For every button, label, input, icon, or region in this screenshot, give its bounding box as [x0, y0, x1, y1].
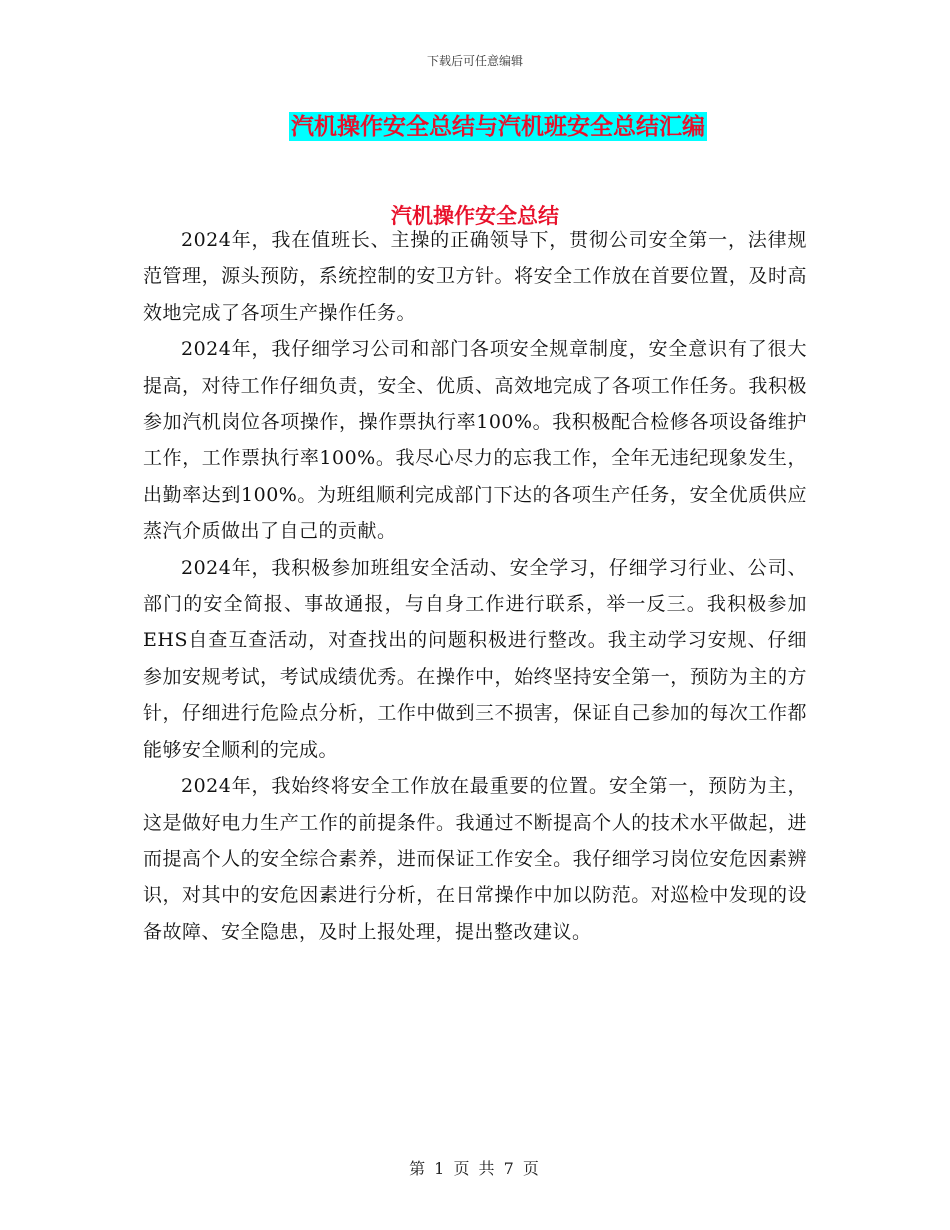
paragraph-3: 2024年，我积极参加班组安全活动、安全学习，仔细学习行业、公司、部门的安全简报、事故通报，与自身工作进行联系，举一反三。我积极参加EHS自查互查活动，对查找出的问题积极进行整改。我主动学习安规、仔细参加安规考试，考试成绩优秀。在操作中，始终坚持安全第一，预防为主的方针，仔细进行危险点分析，工作中做到三不损害，保证自己参加的每次工作都能够安全顺利的完成。	[143, 556, 807, 761]
paragraph-2: 2024年，我仔细学习公司和部门各项安全规章制度，安全意识有了很大提高，对待工作仔细负责，安全、优质、高效地完成了各项工作任务。我积极参加汽机岗位各项操作，操作票执行率100%。我积极配合检修各项设备维护工作，工作票执行率100%。我尽心尽力的忘我工作，全年无违纪现象发生，出勤率达到100%。为班组顺利完成部门下达的各项生产任务，安全优质供应蒸汽介质做出了自己的贡献。	[143, 338, 807, 543]
main-title-text: 汽机操作安全总结与汽机班安全总结汇编	[291, 113, 705, 140]
header-note: 下载后可任意编辑	[426, 54, 523, 68]
paragraph-1: 2024年，我在值班长、主操的正确领导下，贯彻公司安全第一，法律规范管理，源头预防，系统控制的安卫方针。将安全工作放在首要位置，及时高效地完成了各项生产操作任务。	[143, 229, 807, 324]
paragraph-4: 2024年，我始终将安全工作放在最重要的位置。安全第一，预防为主，这是做好电力生产工作的前提条件。我通过不断提高个人的技术水平做起，进而提高个人的安全综合素养，进而保证工作安全。我仔细学习岗位安危因素辨识，对其中的安危因素进行分析，在日常操作中加以防范。对巡检中发现的设备故障、安全隐患，及时上报处理，提出整改建议。	[143, 775, 807, 943]
main-title	[0, 112, 950, 142]
section-title: 汽机操作安全总结	[391, 203, 559, 228]
page-number-footer: 第 1 页 共 7 页	[409, 1159, 541, 1178]
body-text	[143, 222, 807, 950]
